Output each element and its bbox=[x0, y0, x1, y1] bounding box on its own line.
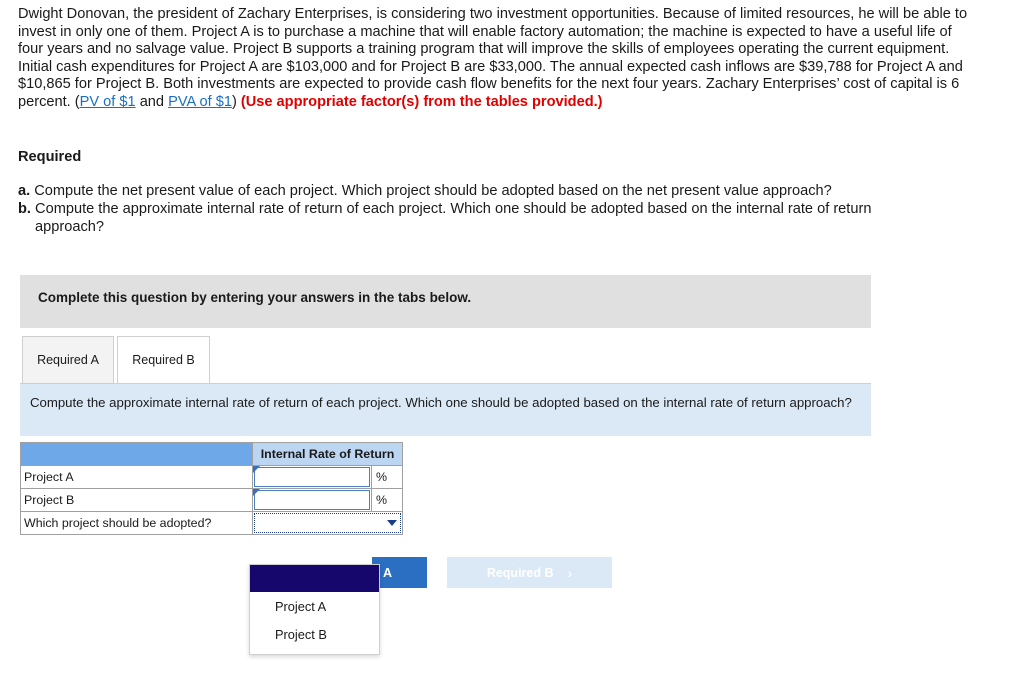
question-b-text: Compute the approximate internal rate of return of each project. Which one should be adopted based on the internal rate of return bbox=[30, 201, 872, 217]
table-header-row bbox=[21, 443, 403, 466]
flag-icon bbox=[253, 466, 260, 473]
row-label-project-b: Project B bbox=[21, 489, 253, 512]
next-tab-button[interactable] bbox=[447, 557, 612, 588]
problem-statement bbox=[18, 6, 978, 112]
tab-required-b-label: Required B bbox=[132, 353, 195, 367]
chevron-right-icon: › bbox=[567, 564, 573, 581]
close-paren: ) bbox=[231, 93, 241, 110]
question-b bbox=[18, 201, 978, 236]
header-blank-cell bbox=[21, 443, 253, 466]
pv-of-1-link[interactable]: PV of $1 bbox=[79, 93, 136, 110]
next-tab-label: Required B bbox=[486, 565, 554, 580]
tab-instruction-text: Compute the approximate internal rate of return of each project. Which one should be adopted based on the internal rate of return approach? bbox=[30, 395, 852, 410]
adopt-project-select[interactable] bbox=[253, 512, 403, 535]
dropdown-option-project-b[interactable]: Project B bbox=[275, 627, 327, 642]
previous-tab-label: A bbox=[383, 566, 393, 580]
problem-text: Dwight Donovan, the president of Zachary Enterprises, is considering two investment opportunities. Because of limited resources, he will be able to invest in only one of them. Project A is to purchase a machine that will enable factory automation; the machine is expected to have a useful life of four years and no salvage value. Project B supports a training program that will improve the skills of employees operating the current equipment. Initial cash expenditures for Project A are $103,000 and for Project B are $33,000. The annual expected cash inflows are $39,788 for Project A and $10,865 for Project B. Both investments are expected to provide cash flow benefits for the next four years. Zachary Enterprises’ cost of capital is 6 percent. ( bbox=[18, 6, 968, 110]
flag-icon bbox=[253, 489, 260, 496]
table-row bbox=[21, 466, 403, 489]
irr-column-header: Internal Rate of Return bbox=[253, 443, 403, 466]
chevron-down-icon bbox=[387, 520, 397, 526]
table-row bbox=[21, 489, 403, 512]
project-a-irr-input[interactable] bbox=[253, 466, 372, 489]
adopt-project-dropdown bbox=[249, 564, 380, 655]
banner-text: Complete this question by entering your answers in the tabs below. bbox=[38, 290, 472, 305]
percent-unit: % bbox=[372, 489, 403, 512]
question-a bbox=[18, 183, 978, 201]
dropdown-option-project-a[interactable]: Project A bbox=[275, 599, 327, 614]
question-b-text-cont: approach? bbox=[35, 218, 104, 235]
previous-tab-button[interactable] bbox=[372, 557, 427, 588]
table-row bbox=[21, 512, 403, 535]
row-label-adopt: Which project should be adopted? bbox=[21, 512, 253, 535]
question-a-label: a. bbox=[18, 183, 31, 199]
irr-table bbox=[20, 442, 403, 535]
instructions-banner bbox=[20, 275, 871, 328]
row-label-project-a: Project A bbox=[21, 466, 253, 489]
and-text: and bbox=[135, 93, 169, 110]
required-heading: Required bbox=[18, 149, 82, 165]
question-a-text: Compute the net present value of each project. Which project should be adopted based on the net present value approach? bbox=[30, 183, 832, 199]
percent-unit: % bbox=[372, 466, 403, 489]
tab-required-b[interactable] bbox=[117, 336, 210, 383]
project-b-irr-input[interactable] bbox=[253, 489, 372, 512]
tab-required-a-label: Required A bbox=[37, 353, 99, 367]
pva-of-1-link[interactable]: PVA of $1 bbox=[168, 93, 232, 110]
factor-note: (Use appropriate factor(s) from the tables provided.) bbox=[240, 93, 603, 110]
dropdown-highlighted-blank-option[interactable] bbox=[250, 565, 379, 592]
question-b-label: b. bbox=[18, 201, 31, 217]
tab-instruction bbox=[20, 384, 871, 436]
tab-required-a[interactable] bbox=[22, 336, 114, 383]
